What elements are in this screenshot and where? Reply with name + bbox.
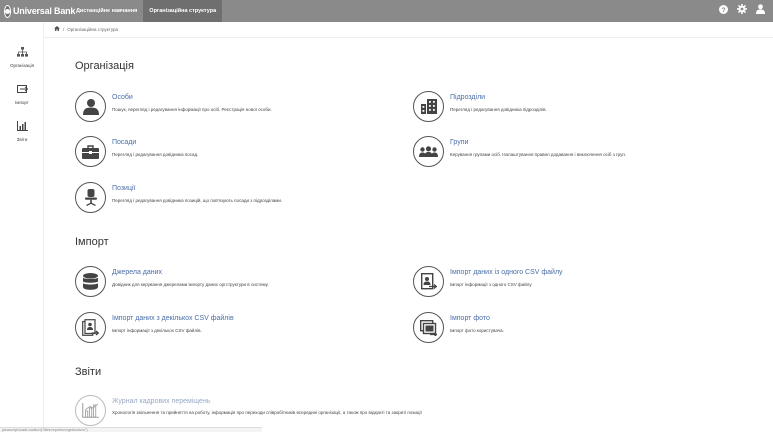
card-import-single-csv[interactable]: [413, 266, 563, 297]
card-departments[interactable]: [413, 91, 547, 122]
browser-status-bar: javascript:loadLocation('/tiles/reports/orgstructure/'): [0, 427, 262, 432]
section-title-import: Імпорт: [75, 236, 109, 248]
org-structure-icon: [17, 44, 28, 62]
card-description: Імпорт інформації з декількох CSV файлів.: [112, 328, 202, 333]
card-title[interactable]: Підрозділи: [450, 94, 486, 101]
card-groups[interactable]: [413, 136, 626, 167]
card-description: Перегляд і редагування довідника позицій, що пов'язують посади з підрозділами.: [112, 198, 283, 203]
building-icon: [413, 91, 444, 122]
briefcase-icon: [75, 136, 106, 167]
card-description: Імпорт інформації з одного CSV файлу: [450, 282, 532, 287]
chair-icon: [75, 182, 106, 213]
card-data-sources[interactable]: [75, 266, 269, 297]
card-import-photo[interactable]: [413, 312, 504, 343]
user-icon[interactable]: [756, 4, 765, 14]
card-title[interactable]: Позиції: [112, 185, 136, 192]
card-title[interactable]: Посади: [112, 139, 137, 146]
card-title[interactable]: Імпорт фото: [450, 315, 490, 322]
card-personnel-log[interactable]: [75, 395, 442, 426]
breadcrumb: [54, 26, 118, 32]
card-description: Хронологія звільнення та прийняття на роботу, інформація про переходи співробітників всередині організації, а також про відкриті та закриті позиції: [112, 410, 422, 415]
database-icon: [75, 266, 106, 297]
card-description: Перегляд і редагування довідника підрозділів.: [450, 107, 547, 112]
logo-text: Universal Bank: [13, 6, 76, 16]
card-title[interactable]: Групи: [450, 139, 469, 146]
svg-text:?: ?: [721, 6, 726, 14]
import-file-icon: [413, 266, 444, 297]
gear-icon[interactable]: [737, 4, 747, 14]
logo-mark-icon: [4, 5, 11, 18]
card-description: Довідник для керування джерелами імпорту даних оргструктури в систему.: [112, 282, 269, 287]
import-photo-icon: [413, 312, 444, 343]
card-description: Імпорт фото користувача.: [450, 328, 504, 333]
card-title[interactable]: Імпорт даних із одного CSV файлу: [450, 269, 563, 276]
chart-icon: [17, 118, 28, 136]
breadcrumb-separator: /: [63, 26, 65, 32]
logo[interactable]: [0, 0, 76, 22]
card-description: Пошук, перегляд і редагування інформації про осіб. Реєстрація нової особи.: [112, 107, 272, 112]
card-title[interactable]: Джерела даних: [112, 269, 163, 276]
home-icon[interactable]: [54, 26, 60, 32]
card-title[interactable]: Імпорт даних з декількох CSV файлів: [112, 315, 234, 322]
card-description: Перегляд і редагування довідника посад.: [112, 152, 199, 157]
sidebar-item-organization[interactable]: [0, 44, 44, 68]
card-title[interactable]: Журнал кадрових переміщень: [112, 398, 211, 405]
tab-org-structure[interactable]: Організаційна структура: [143, 0, 222, 22]
card-import-multiple-csv[interactable]: [75, 312, 234, 343]
tab-distance-learning[interactable]: Дистанційне навчання: [76, 8, 138, 14]
sidebar-item-reports[interactable]: [0, 118, 44, 142]
help-icon[interactable]: [719, 5, 728, 14]
sidebar-item-label: Звіти: [16, 137, 28, 142]
card-description: Керування групами осіб. Налаштування правил додавання і виключення осіб з груп.: [450, 152, 627, 157]
top-bar: [0, 0, 773, 22]
breadcrumb-divider: [44, 37, 773, 38]
report-chart-icon: [75, 395, 106, 426]
card-positions[interactable]: [75, 136, 198, 167]
card-persons[interactable]: [75, 91, 272, 122]
sidebar: [0, 22, 44, 432]
card-placements[interactable]: [75, 182, 282, 213]
import-files-icon: [75, 312, 106, 343]
sidebar-item-label: Організація: [9, 63, 35, 68]
sidebar-item-import[interactable]: [0, 81, 44, 105]
group-icon: [413, 136, 444, 167]
breadcrumb-current: Організаційна структура: [67, 26, 119, 32]
person-icon: [75, 91, 106, 122]
section-title-organization: Організація: [75, 60, 134, 72]
import-icon: [17, 81, 28, 99]
card-title[interactable]: Особи: [112, 94, 133, 101]
section-title-reports: Звіти: [75, 366, 102, 378]
sidebar-item-label: Імпорт: [15, 100, 29, 105]
